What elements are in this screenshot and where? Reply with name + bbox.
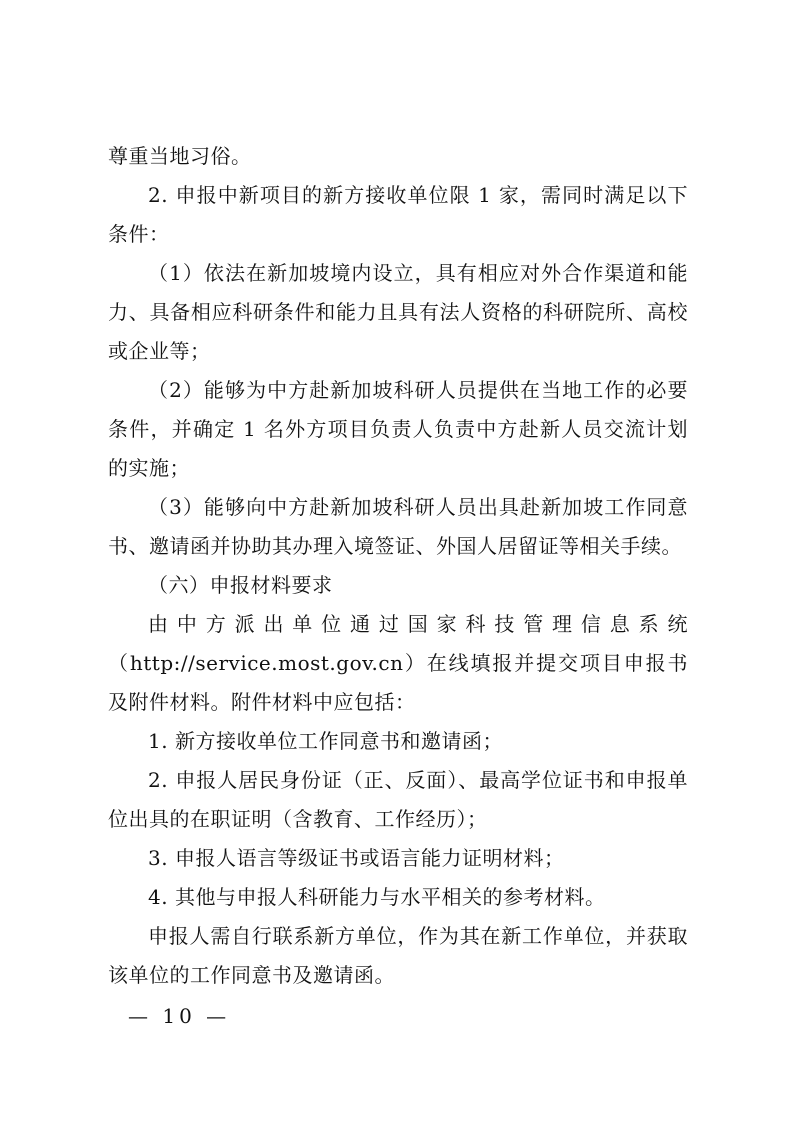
paragraph-submission-system: 由中方派出单位通过国家科技管理信息系统（http://service.most.gov.cn）在线填报并提交项目申报书及附件材料。附件材料中应包括： [108, 612, 688, 714]
section-heading-materials: （六）申报材料要求 [148, 573, 333, 597]
paragraph-condition-2: （2）能够为中方赴新加坡科研人员提供在当地工作的必要条件，并确定 1 名外方项目负责人负责中方赴新人员交流计划的实施； [108, 378, 688, 480]
list-item-material-1: 1. 新方接收单位工作同意书和邀请函； [148, 729, 503, 753]
paragraph-condition-1: （1）依法在新加坡境内设立，具有相应对外合作渠道和能力、具备相应科研条件和能力且具有法人资格的科研院所、高校或企业等； [108, 261, 688, 363]
page-number: — 10 — [128, 1004, 231, 1028]
list-item-material-3: 3. 申报人语言等级证书或语言能力证明材料； [148, 846, 565, 870]
list-item-material-2: 2. 申报人居民身份证（正、反面）、最高学位证书和申报单位出具的在职证明（含教育、工作经历）； [108, 768, 688, 831]
paragraph-custom-note: 尊重当地习俗。 [108, 144, 252, 168]
paragraph-condition-3: （3）能够向中方赴新加坡科研人员出具赴新加坡工作同意书、邀请函并协助其办理入境签证、外国人居留证等相关手续。 [108, 495, 688, 558]
paragraph-contact-note: 申报人需自行联系新方单位，作为其在新工作单位，并获取该单位的工作同意书及邀请函。 [108, 924, 688, 987]
document-body [108, 137, 688, 995]
list-item-material-4: 4. 其他与申报人科研能力与水平相关的参考材料。 [148, 885, 606, 909]
paragraph-receiving-unit-requirement: 2. 申报中新项目的新方接收单位限 1 家，需同时满足以下条件： [108, 183, 688, 246]
